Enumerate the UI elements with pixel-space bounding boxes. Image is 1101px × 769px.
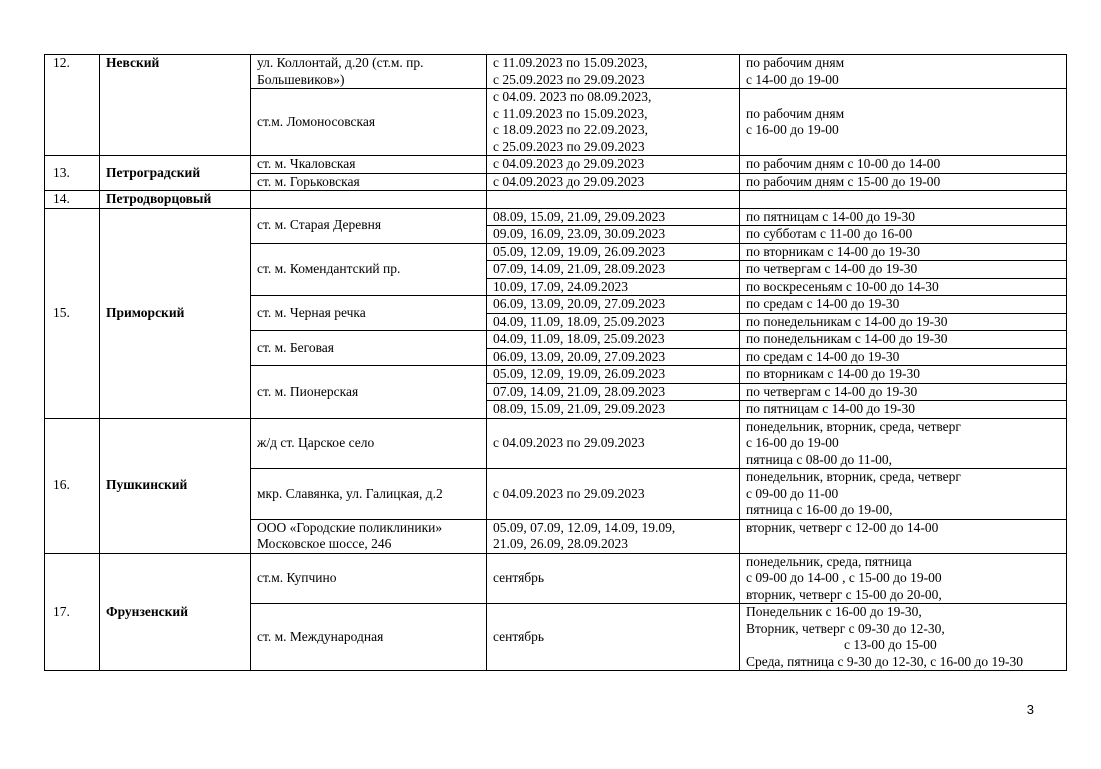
dates-cell: 05.09, 07.09, 12.09, 14.09, 19.09, 21.09, 26.09, 28.09.2023	[487, 519, 740, 553]
dates-cell: 05.09, 12.09, 19.09, 26.09.2023	[487, 243, 740, 261]
hours-cell: вторник, четверг с 12-00 до 14-00	[740, 519, 1067, 553]
location-cell: мкр. Славянка, ул. Галицкая, д.2	[251, 469, 487, 520]
table-row	[45, 55, 1067, 89]
dates-cell: 06.09, 13.09, 20.09, 27.09.2023	[487, 296, 740, 314]
dates-cell: 08.09, 15.09, 21.09, 29.09.2023	[487, 208, 740, 226]
district-name: Петродворцовый	[100, 191, 251, 209]
hours-cell: по понедельникам с 14-00 до 19-30	[740, 313, 1067, 331]
hours-cell: по рабочим дням с 10-00 до 14-00	[740, 156, 1067, 174]
hours-cell: по пятницам с 14-00 до 19-30	[740, 208, 1067, 226]
dates-cell: с 04.09. 2023 по 08.09.2023, с 11.09.2023 по 15.09.2023, с 18.09.2023 по 22.09.2023, с 25.09.2023 по 29.09.2023	[487, 89, 740, 156]
district-name: Невский	[100, 55, 251, 156]
location-cell	[251, 191, 487, 209]
district-number: 15.	[45, 208, 100, 418]
district-name: Приморский	[100, 208, 251, 418]
table-row	[45, 191, 1067, 209]
district-number: 17.	[45, 553, 100, 671]
district-number: 14.	[45, 191, 100, 209]
dates-cell: с 04.09.2023 до 29.09.2023	[487, 156, 740, 174]
dates-cell: 04.09, 11.09, 18.09, 25.09.2023	[487, 331, 740, 349]
district-name: Пушкинский	[100, 418, 251, 553]
hours-cell: по средам с 14-00 до 19-30	[740, 348, 1067, 366]
hours-cell: по четвергам с 14-00 до 19-30	[740, 383, 1067, 401]
location-cell: ст. м. Старая Деревня	[251, 208, 487, 243]
dates-cell: 07.09, 14.09, 21.09, 28.09.2023	[487, 383, 740, 401]
location-cell: ж/д ст. Царское село	[251, 418, 487, 469]
location-cell: ст. м. Международная	[251, 604, 487, 671]
hours-cell: по вторникам с 14-00 до 19-30	[740, 243, 1067, 261]
hours-cell: понедельник, среда, пятница с 09-00 до 14-00 , с 15-00 до 19-00 вторник, четверг с 15-00 до 20-00,	[740, 553, 1067, 604]
dates-cell: с 11.09.2023 по 15.09.2023, с 25.09.2023 по 29.09.2023	[487, 55, 740, 89]
hours-cell: понедельник, вторник, среда, четверг с 09-00 до 11-00 пятница с 16-00 до 19-00,	[740, 469, 1067, 520]
dates-cell: с 04.09.2023 до 29.09.2023	[487, 173, 740, 191]
dates-cell: 07.09, 14.09, 21.09, 28.09.2023	[487, 261, 740, 279]
hours-cell: по рабочим дням с 14-00 до 19-00	[740, 55, 1067, 89]
dates-cell: 10.09, 17.09, 24.09.2023	[487, 278, 740, 296]
table-row	[45, 156, 1067, 174]
dates-cell: 05.09, 12.09, 19.09, 26.09.2023	[487, 366, 740, 384]
location-cell: ст. м. Комендантский пр.	[251, 243, 487, 296]
hours-cell	[740, 191, 1067, 209]
location-cell: ст. м. Горьковская	[251, 173, 487, 191]
location-cell: ст. м. Чкаловская	[251, 156, 487, 174]
hours-cell: по пятницам с 14-00 до 19-30	[740, 401, 1067, 419]
table-row	[45, 208, 1067, 226]
hours-cell: Понедельник с 16-00 до 19-30, Вторник, четверг с 09-30 до 12-30, с 13-00 до 15-00 Среда, пятница с 9-30 до 12-30, с 16-00 до 19-30	[740, 604, 1067, 671]
dates-cell: 08.09, 15.09, 21.09, 29.09.2023	[487, 401, 740, 419]
location-cell: ст. м. Черная речка	[251, 296, 487, 331]
hours-cell: по понедельникам с 14-00 до 19-30	[740, 331, 1067, 349]
district-number: 16.	[45, 418, 100, 553]
hours-cell: по средам с 14-00 до 19-30	[740, 296, 1067, 314]
location-cell: ст. м. Пионерская	[251, 366, 487, 419]
dates-cell: 09.09, 16.09, 23.09, 30.09.2023	[487, 226, 740, 244]
table-row	[45, 553, 1067, 604]
hours-cell: по четвергам с 14-00 до 19-30	[740, 261, 1067, 279]
table-row	[45, 418, 1067, 469]
hours-cell: по рабочим дням с 15-00 до 19-00	[740, 173, 1067, 191]
dates-cell	[487, 191, 740, 209]
district-number: 13.	[45, 156, 100, 191]
dates-cell: сентябрь	[487, 553, 740, 604]
dates-cell: 04.09, 11.09, 18.09, 25.09.2023	[487, 313, 740, 331]
dates-cell: с 04.09.2023 по 29.09.2023	[487, 469, 740, 520]
location-cell: ст.м. Купчино	[251, 553, 487, 604]
location-cell: ул. Коллонтай, д.20 (ст.м. пр. Большевиков»)	[251, 55, 487, 89]
schedule-table	[44, 54, 1067, 671]
location-cell: ст. м. Беговая	[251, 331, 487, 366]
hours-cell: по рабочим дням с 16-00 до 19-00	[740, 89, 1067, 156]
hours-cell: понедельник, вторник, среда, четверг с 16-00 до 19-00 пятница с 08-00 до 11-00,	[740, 418, 1067, 469]
district-number: 12.	[45, 55, 100, 156]
dates-cell: с 04.09.2023 по 29.09.2023	[487, 418, 740, 469]
district-name: Фрунзенский	[100, 553, 251, 671]
dates-cell: сентябрь	[487, 604, 740, 671]
hours-cell: по субботам с 11-00 до 16-00	[740, 226, 1067, 244]
district-name: Петроградский	[100, 156, 251, 191]
hours-cell: по вторникам с 14-00 до 19-30	[740, 366, 1067, 384]
page-number: 3	[1026, 702, 1034, 717]
dates-cell: 06.09, 13.09, 20.09, 27.09.2023	[487, 348, 740, 366]
location-cell: ст.м. Ломоносовская	[251, 89, 487, 156]
hours-cell: по воскресеньям с 10-00 до 14-30	[740, 278, 1067, 296]
location-cell: ООО «Городские поликлиники» Московское шоссе, 246	[251, 519, 487, 553]
